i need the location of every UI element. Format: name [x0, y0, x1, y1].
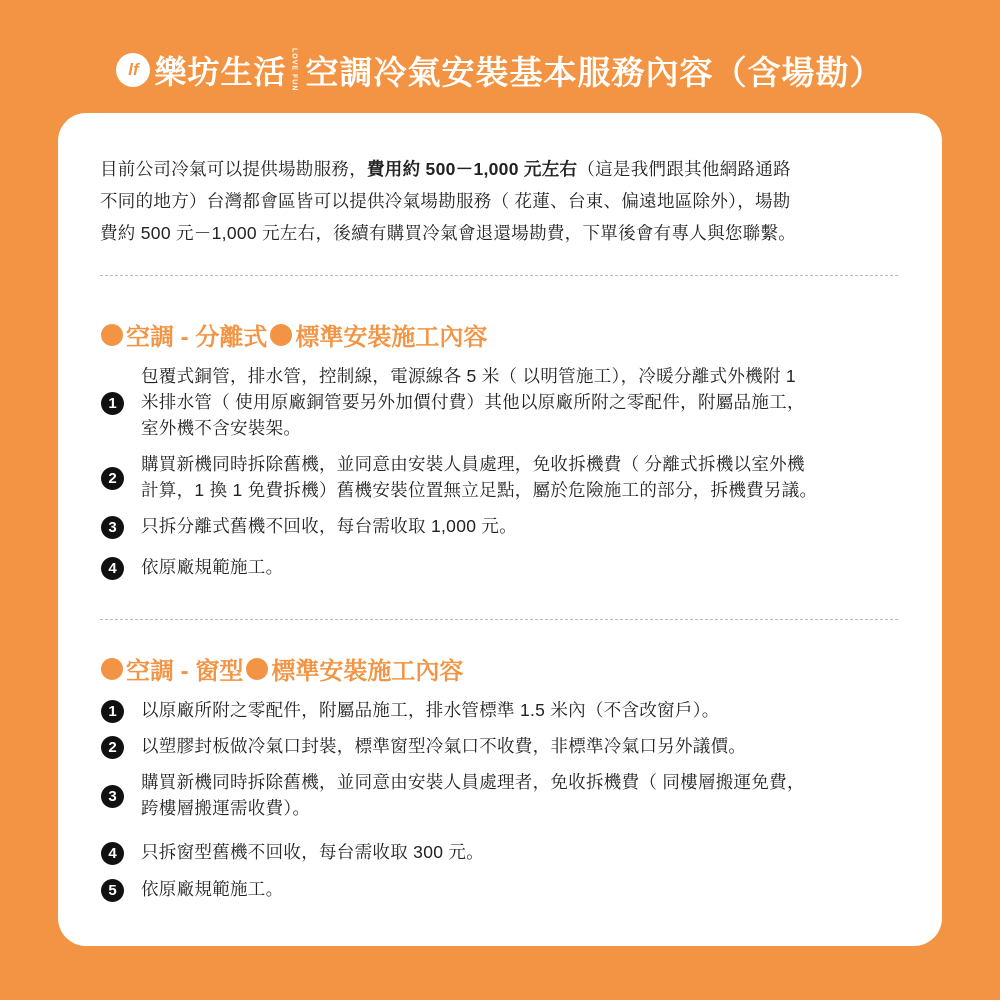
bullet-dot-icon: [246, 658, 268, 680]
item-number-icon: 1: [101, 392, 124, 415]
logo-subtext: LOVE FUN: [290, 48, 298, 92]
item-number-icon: 2: [101, 736, 124, 759]
section-heading-type: 空調 - 分離式: [126, 324, 268, 351]
item-number-icon: 4: [101, 842, 124, 865]
list-item-text: 購買新機同時拆除舊機，並同意由安裝人員處理，免收拆機費（ 分離式拆機以室外機: [141, 454, 805, 474]
section-heading: [98, 651, 463, 686]
logo-badge-icon: lf: [116, 53, 150, 87]
list-item-text: 以塑膠封板做冷氣口封裝，標準窗型冷氣口不收費，非標準冷氣口另外議價。: [141, 736, 747, 756]
header: [0, 40, 1000, 100]
section-heading-type: 空調 - 窗型: [126, 658, 244, 685]
intro-text: 目前公司冷氣可以提供場勘服務，: [100, 159, 367, 179]
item-number-icon: 5: [101, 879, 124, 902]
page-title: 空調冷氣安裝基本服務內容（含場勘）: [305, 53, 884, 91]
section-heading-title: 標準安裝施工內容: [271, 658, 464, 685]
list-item-text: 米排水管（ 使用原廠銅管要另外加價付費）其他以原廠所附之零配件，附屬品施工，: [141, 392, 805, 412]
item-number-icon: 4: [101, 557, 124, 580]
list-item-text: 依原廠規範施工。: [141, 879, 284, 899]
list-item-text: 只拆窗型舊機不回收，每台需收取 300 元。: [141, 842, 485, 862]
divider: [100, 619, 898, 620]
item-number-icon: 1: [101, 700, 124, 723]
item-number-icon: 3: [101, 516, 124, 539]
list-item-text: 包覆式銅管，排水管，控制線，電源線各 5 米（ 以明管施工），冷暖分離式外機附 1: [141, 366, 796, 386]
list-item-text: 室外機不含安裝架。: [141, 418, 302, 438]
intro-line-3: 費約 500 元－1,000 元左右，後續有購買冷氣會退還場勘費，下單後會有專人與您聯繫。: [100, 223, 797, 243]
bullet-dot-icon: [101, 658, 123, 680]
list-item-text: 跨樓層搬運需收費）。: [141, 798, 311, 818]
intro-fee-highlight: 費用約 500－1,000 元左右: [367, 159, 578, 179]
list-item-text: 依原廠規範施工。: [141, 557, 284, 577]
section-heading-title: 標準安裝施工內容: [295, 324, 488, 351]
brand-logo: [116, 47, 297, 93]
list-item-text: 以原廠所附之零配件，附屬品施工，排水管標準 1.5 米內（不含改窗戶）。: [141, 700, 720, 720]
list-item-text: 購買新機同時拆除舊機，並同意由安裝人員處理者，免收拆機費（ 同樓層搬運免費，: [141, 772, 805, 792]
item-number-icon: 3: [101, 785, 124, 808]
item-number-icon: 2: [101, 467, 124, 490]
list-item-text: 計算，1 換 1 免費拆機）舊機安裝位置無立足點，屬於危險施工的部分，拆機費另議。: [141, 480, 818, 500]
intro-line-1: [100, 156, 791, 181]
logo-text: 樂坊生活: [154, 54, 287, 90]
intro-line-2: 不同的地方）台灣都會區皆可以提供冷氣場勘服務（ 花蓮、台東、偏遠地區除外），場勘: [100, 191, 791, 211]
bullet-dot-icon: [101, 324, 123, 346]
content-card: [58, 113, 942, 946]
section-heading: [98, 317, 487, 352]
list-item-text: 只拆分離式舊機不回收，每台需收取 1,000 元。: [141, 516, 518, 536]
divider: [100, 275, 898, 276]
bullet-dot-icon: [270, 324, 292, 346]
intro-text: （這是我們跟其他網路通路: [577, 159, 791, 179]
